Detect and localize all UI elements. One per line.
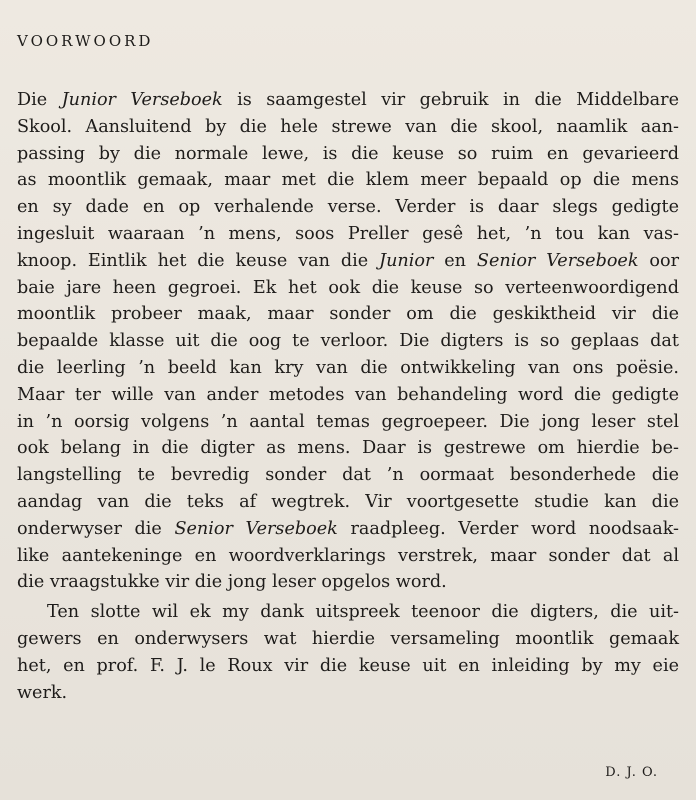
text-line xyxy=(17,301,679,328)
text-segment: knoop. Eintlik het die keuse van die xyxy=(17,250,380,271)
text-segment: Die xyxy=(17,90,62,110)
text-segment: Skool. Aansluitend by die hele strewe van die skool, naamlik aan- xyxy=(17,116,679,137)
paragraph-1 xyxy=(17,87,679,596)
text-line xyxy=(17,248,679,275)
signature-initials: D. J. O. xyxy=(605,765,658,780)
text-segment: is saamgestel vir gebruik in die Middelbare xyxy=(222,90,679,110)
text-segment: die vraagstukke vir die jong leser opgelos word. xyxy=(17,572,447,593)
book-title-italic: Senior Verseboek xyxy=(174,518,338,539)
text-line xyxy=(17,409,679,436)
paragraph-2 xyxy=(17,599,679,706)
text-segment: aandag van die teks af wegtrek. Vir voortgesette studie kan die xyxy=(17,491,679,512)
text-line xyxy=(17,221,679,248)
text-line xyxy=(17,355,679,382)
text-segment: raadpleeg. Verder word noodsaak- xyxy=(337,518,679,539)
text-segment: en sy dade en op verhalende verse. Verder is daar slegs gedigte xyxy=(17,197,679,218)
text-line xyxy=(17,489,679,516)
text-line xyxy=(17,328,679,355)
text-segment: bepaalde klasse uit die oog te verloor. Die digters is so geplaas dat xyxy=(17,331,679,352)
text-line xyxy=(17,435,679,462)
text-segment: like aantekeninge en woordverklarings verstrek, maar sonder dat al xyxy=(17,545,679,566)
text-line xyxy=(17,275,679,302)
book-title-italic: Junior Verseboek xyxy=(61,90,223,110)
text-segment: baie jare heen gegroei. Ek het ook die keuse so verteenwoordigend xyxy=(17,277,679,298)
text-line: Ten slotte wil ek my dank uitspreek teenoor die digters, die uit- xyxy=(47,602,679,623)
text-line xyxy=(17,516,679,543)
text-segment: langstelling te bevredig sonder dat ’n oormaat besonderhede die xyxy=(17,465,679,486)
text-segment: ook belang in die digter as mens. Daar is gestrewe om hierdie be- xyxy=(17,438,679,459)
text-segment: oor xyxy=(638,250,679,271)
book-title-italic: Junior xyxy=(379,250,434,271)
text-line xyxy=(17,114,679,141)
text-segment: onderwyser die xyxy=(17,518,175,539)
text-line xyxy=(17,141,679,168)
text-segment: en xyxy=(433,250,477,271)
text-line xyxy=(17,462,679,489)
book-title-italic: Senior Verseboek xyxy=(476,250,639,271)
text-line: gewers en onderwysers wat hierdie versameling moontlik gemaak xyxy=(17,628,679,649)
text-line: werk. xyxy=(17,682,68,703)
text-line: het, en prof. F. J. le Roux vir die keuse uit en inleiding by my eie xyxy=(17,655,679,676)
text-segment: ingesluit waaraan ’n mens, soos Preller gesê het, ’n tou kan vas- xyxy=(17,223,679,244)
text-segment: die leerling ’n beeld kan kry van die ontwikkeling van ons poësie. xyxy=(17,357,679,378)
page-heading: VOORWOORD xyxy=(17,32,154,50)
text-line xyxy=(17,87,679,114)
text-segment: in ’n oorsig volgens ’n aantal temas gegroepeer. Die jong leser stel xyxy=(17,411,679,432)
preface-text xyxy=(17,87,679,706)
text-segment: as moontlik gemaak, maar met die klem meer bepaald op die mens xyxy=(17,170,679,191)
text-segment: passing by die normale lewe, is die keuse so ruim en gevarieerd xyxy=(17,143,679,164)
text-line xyxy=(17,569,679,596)
text-segment: moontlik probeer maak, maar sonder om die geskiktheid vir die xyxy=(17,304,679,325)
text-line xyxy=(17,543,679,570)
text-line xyxy=(17,382,679,409)
text-line xyxy=(17,194,679,221)
text-line xyxy=(17,167,679,194)
text-segment: Maar ter wille van ander metodes van behandeling word die gedigte xyxy=(17,384,679,405)
